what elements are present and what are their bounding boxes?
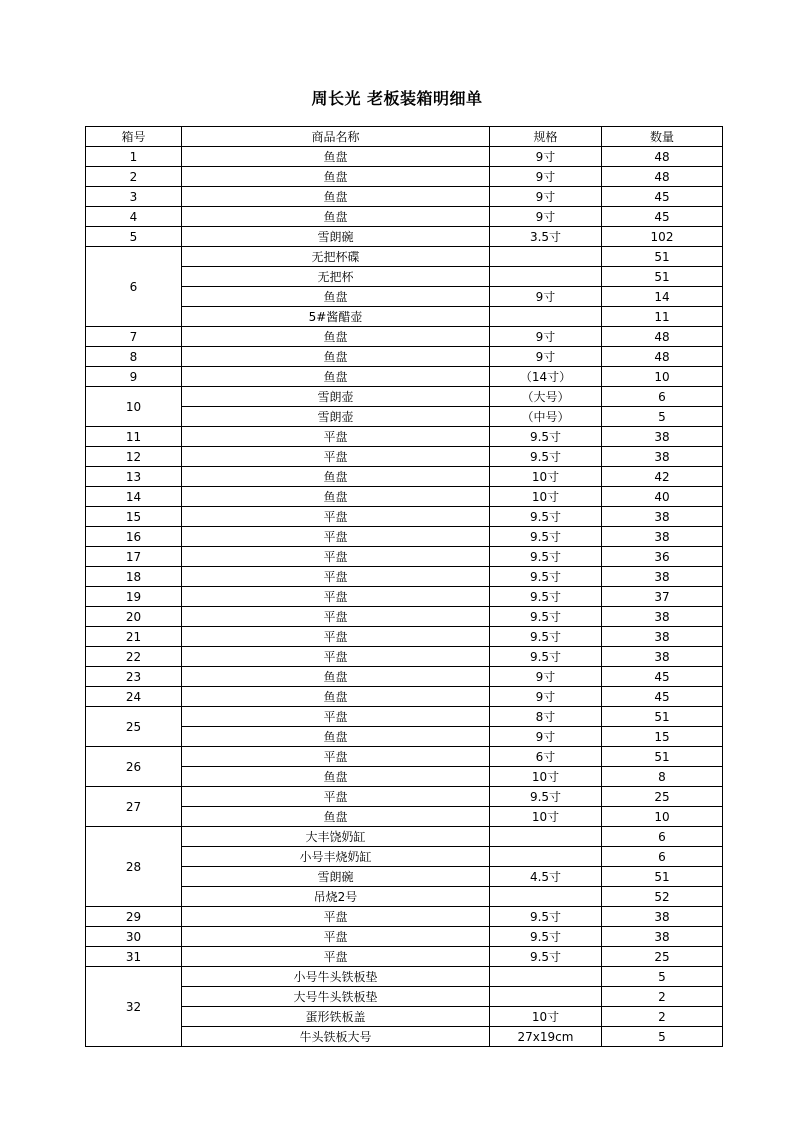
spec-cell: 3.5寸 <box>490 227 602 247</box>
product-name-cell: 平盘 <box>182 447 490 467</box>
product-name-cell: 鱼盘 <box>182 347 490 367</box>
product-name-cell: 鱼盘 <box>182 207 490 227</box>
quantity-cell: 51 <box>602 747 723 767</box>
product-name-cell: 无把杯 <box>182 267 490 287</box>
table-row <box>86 887 723 907</box>
product-name-cell: 鱼盘 <box>182 727 490 747</box>
table-row <box>86 267 723 287</box>
spec-cell: 9.5寸 <box>490 627 602 647</box>
box-number-cell: 29 <box>86 907 182 927</box>
table-header-row <box>86 127 723 147</box>
spec-cell <box>490 967 602 987</box>
table-row <box>86 427 723 447</box>
box-number-cell: 5 <box>86 227 182 247</box>
spec-cell: 9.5寸 <box>490 907 602 927</box>
spec-cell: 9.5寸 <box>490 567 602 587</box>
quantity-cell: 51 <box>602 707 723 727</box>
table-row <box>86 207 723 227</box>
document-title: 周长光 老板装箱明细单 <box>311 89 483 108</box>
spec-cell: 9寸 <box>490 347 602 367</box>
quantity-cell: 40 <box>602 487 723 507</box>
quantity-cell: 45 <box>602 187 723 207</box>
product-name-cell: 鱼盘 <box>182 487 490 507</box>
spec-cell: 9.5寸 <box>490 547 602 567</box>
quantity-cell: 10 <box>602 367 723 387</box>
spec-cell: 9寸 <box>490 687 602 707</box>
quantity-cell: 10 <box>602 807 723 827</box>
product-name-cell: 鱼盘 <box>182 287 490 307</box>
spec-cell: 9.5寸 <box>490 447 602 467</box>
table-row <box>86 707 723 727</box>
table-row <box>86 867 723 887</box>
spec-cell: 9寸 <box>490 207 602 227</box>
table-row <box>86 547 723 567</box>
box-number-cell: 6 <box>86 247 182 327</box>
table-row <box>86 987 723 1007</box>
box-number-cell: 16 <box>86 527 182 547</box>
table-row <box>86 607 723 627</box>
table-row <box>86 827 723 847</box>
table-row <box>86 387 723 407</box>
quantity-cell: 36 <box>602 547 723 567</box>
spec-cell: 10寸 <box>490 467 602 487</box>
header-spec: 规格 <box>490 127 602 147</box>
table-row <box>86 327 723 347</box>
product-name-cell: 平盘 <box>182 947 490 967</box>
product-name-cell: 小号丰烧奶缸 <box>182 847 490 867</box>
box-number-cell: 10 <box>86 387 182 427</box>
quantity-cell: 45 <box>602 207 723 227</box>
product-name-cell: 平盘 <box>182 607 490 627</box>
table-row <box>86 247 723 267</box>
box-number-cell: 24 <box>86 687 182 707</box>
product-name-cell: 鱼盘 <box>182 327 490 347</box>
table-row <box>86 567 723 587</box>
spec-cell: 9.5寸 <box>490 647 602 667</box>
spec-cell: 9寸 <box>490 167 602 187</box>
table-body <box>86 147 723 1047</box>
product-name-cell: 平盘 <box>182 787 490 807</box>
table-row <box>86 647 723 667</box>
spec-cell: 6寸 <box>490 747 602 767</box>
table-row <box>86 527 723 547</box>
quantity-cell: 6 <box>602 387 723 407</box>
table-row <box>86 667 723 687</box>
quantity-cell: 38 <box>602 627 723 647</box>
table-row <box>86 687 723 707</box>
quantity-cell: 48 <box>602 167 723 187</box>
box-number-cell: 14 <box>86 487 182 507</box>
box-number-cell: 12 <box>86 447 182 467</box>
product-name-cell: 小号牛头铁板垫 <box>182 967 490 987</box>
quantity-cell: 38 <box>602 507 723 527</box>
product-name-cell: 平盘 <box>182 927 490 947</box>
table-row <box>86 347 723 367</box>
spec-cell: 9.5寸 <box>490 587 602 607</box>
quantity-cell: 15 <box>602 727 723 747</box>
quantity-cell: 6 <box>602 827 723 847</box>
header-quantity: 数量 <box>602 127 723 147</box>
quantity-cell: 38 <box>602 927 723 947</box>
quantity-cell: 2 <box>602 987 723 1007</box>
quantity-cell: 45 <box>602 667 723 687</box>
spec-cell: 9寸 <box>490 147 602 167</box>
box-number-cell: 20 <box>86 607 182 627</box>
table-row <box>86 847 723 867</box>
table-row <box>86 487 723 507</box>
box-number-cell: 21 <box>86 627 182 647</box>
product-name-cell: 大丰饶奶缸 <box>182 827 490 847</box>
table-row <box>86 467 723 487</box>
quantity-cell: 51 <box>602 867 723 887</box>
product-name-cell: 平盘 <box>182 427 490 447</box>
table-row <box>86 767 723 787</box>
product-name-cell: 鱼盘 <box>182 767 490 787</box>
header-product-name: 商品名称 <box>182 127 490 147</box>
spec-cell: 9.5寸 <box>490 527 602 547</box>
box-number-cell: 4 <box>86 207 182 227</box>
product-name-cell: 雪朗壶 <box>182 387 490 407</box>
spec-cell: （14寸） <box>490 367 602 387</box>
product-name-cell: 大号牛头铁板垫 <box>182 987 490 1007</box>
quantity-cell: 45 <box>602 687 723 707</box>
quantity-cell: 102 <box>602 227 723 247</box>
quantity-cell: 48 <box>602 327 723 347</box>
quantity-cell: 48 <box>602 147 723 167</box>
quantity-cell: 38 <box>602 567 723 587</box>
quantity-cell: 5 <box>602 407 723 427</box>
product-name-cell: 牛头铁板大号 <box>182 1027 490 1047</box>
product-name-cell: 鱼盘 <box>182 467 490 487</box>
box-number-cell: 30 <box>86 927 182 947</box>
table-row <box>86 307 723 327</box>
spec-cell <box>490 847 602 867</box>
product-name-cell: 鱼盘 <box>182 167 490 187</box>
box-number-cell: 7 <box>86 327 182 347</box>
quantity-cell: 14 <box>602 287 723 307</box>
product-name-cell: 平盘 <box>182 567 490 587</box>
product-name-cell: 鱼盘 <box>182 187 490 207</box>
spec-cell <box>490 307 602 327</box>
spec-cell: 8寸 <box>490 707 602 727</box>
table-row <box>86 927 723 947</box>
spec-cell: 9寸 <box>490 727 602 747</box>
spec-cell <box>490 827 602 847</box>
table-row <box>86 967 723 987</box>
spec-cell: 10寸 <box>490 487 602 507</box>
spec-cell: 10寸 <box>490 1007 602 1027</box>
spec-cell: （中号） <box>490 407 602 427</box>
table-row <box>86 227 723 247</box>
table-row <box>86 407 723 427</box>
spec-cell: 27x19cm <box>490 1027 602 1047</box>
table-row <box>86 1027 723 1047</box>
box-number-cell: 1 <box>86 147 182 167</box>
box-number-cell: 25 <box>86 707 182 747</box>
quantity-cell: 8 <box>602 767 723 787</box>
box-number-cell: 17 <box>86 547 182 567</box>
product-name-cell: 雪朗碗 <box>182 867 490 887</box>
table-row <box>86 787 723 807</box>
quantity-cell: 51 <box>602 247 723 267</box>
quantity-cell: 2 <box>602 1007 723 1027</box>
quantity-cell: 5 <box>602 967 723 987</box>
table-row <box>86 287 723 307</box>
spec-cell <box>490 247 602 267</box>
product-name-cell: 平盘 <box>182 527 490 547</box>
box-number-cell: 19 <box>86 587 182 607</box>
quantity-cell: 52 <box>602 887 723 907</box>
spec-cell: 9寸 <box>490 187 602 207</box>
spec-cell: 4.5寸 <box>490 867 602 887</box>
quantity-cell: 38 <box>602 527 723 547</box>
quantity-cell: 25 <box>602 947 723 967</box>
product-name-cell: 平盘 <box>182 507 490 527</box>
box-number-cell: 26 <box>86 747 182 787</box>
packing-list-table <box>85 126 723 1047</box>
table-row <box>86 147 723 167</box>
product-name-cell: 平盘 <box>182 907 490 927</box>
product-name-cell: 吊烧2号 <box>182 887 490 907</box>
spec-cell: 9寸 <box>490 667 602 687</box>
table-row <box>86 1007 723 1027</box>
table-row <box>86 167 723 187</box>
product-name-cell: 鱼盘 <box>182 147 490 167</box>
product-name-cell: 平盘 <box>182 587 490 607</box>
table-row <box>86 447 723 467</box>
spec-cell: 9.5寸 <box>490 607 602 627</box>
box-number-cell: 23 <box>86 667 182 687</box>
box-number-cell: 15 <box>86 507 182 527</box>
quantity-cell: 38 <box>602 607 723 627</box>
table-row <box>86 947 723 967</box>
table-row <box>86 807 723 827</box>
product-name-cell: 鱼盘 <box>182 807 490 827</box>
spec-cell: 10寸 <box>490 767 602 787</box>
table-row <box>86 507 723 527</box>
box-number-cell: 3 <box>86 187 182 207</box>
box-number-cell: 9 <box>86 367 182 387</box>
quantity-cell: 38 <box>602 907 723 927</box>
box-number-cell: 11 <box>86 427 182 447</box>
product-name-cell: 雪朗碗 <box>182 227 490 247</box>
box-number-cell: 18 <box>86 567 182 587</box>
quantity-cell: 51 <box>602 267 723 287</box>
spec-cell <box>490 887 602 907</box>
spec-cell: 9.5寸 <box>490 507 602 527</box>
table-row <box>86 587 723 607</box>
spec-cell: （大号） <box>490 387 602 407</box>
table-row <box>86 367 723 387</box>
table-row <box>86 747 723 767</box>
quantity-cell: 11 <box>602 307 723 327</box>
product-name-cell: 蛋形铁板盖 <box>182 1007 490 1027</box>
quantity-cell: 38 <box>602 427 723 447</box>
product-name-cell: 平盘 <box>182 647 490 667</box>
product-name-cell: 平盘 <box>182 547 490 567</box>
box-number-cell: 8 <box>86 347 182 367</box>
product-name-cell: 平盘 <box>182 707 490 727</box>
spec-cell: 9.5寸 <box>490 787 602 807</box>
table-row <box>86 727 723 747</box>
product-name-cell: 鱼盘 <box>182 367 490 387</box>
quantity-cell: 37 <box>602 587 723 607</box>
box-number-cell: 27 <box>86 787 182 827</box>
product-name-cell: 鱼盘 <box>182 667 490 687</box>
product-name-cell: 无把杯碟 <box>182 247 490 267</box>
box-number-cell: 31 <box>86 947 182 967</box>
box-number-cell: 22 <box>86 647 182 667</box>
table-row <box>86 187 723 207</box>
table-row <box>86 627 723 647</box>
product-name-cell: 5#酱醋壶 <box>182 307 490 327</box>
quantity-cell: 48 <box>602 347 723 367</box>
spec-cell: 9寸 <box>490 287 602 307</box>
quantity-cell: 38 <box>602 447 723 467</box>
quantity-cell: 25 <box>602 787 723 807</box>
quantity-cell: 38 <box>602 647 723 667</box>
spec-cell <box>490 987 602 1007</box>
spec-cell: 9寸 <box>490 327 602 347</box>
product-name-cell: 鱼盘 <box>182 687 490 707</box>
product-name-cell: 平盘 <box>182 747 490 767</box>
box-number-cell: 32 <box>86 967 182 1047</box>
spec-cell: 9.5寸 <box>490 427 602 447</box>
quantity-cell: 6 <box>602 847 723 867</box>
product-name-cell: 平盘 <box>182 627 490 647</box>
spec-cell: 10寸 <box>490 807 602 827</box>
box-number-cell: 13 <box>86 467 182 487</box>
quantity-cell: 42 <box>602 467 723 487</box>
box-number-cell: 28 <box>86 827 182 907</box>
table-row <box>86 907 723 927</box>
box-number-cell: 2 <box>86 167 182 187</box>
spec-cell: 9.5寸 <box>490 927 602 947</box>
quantity-cell: 5 <box>602 1027 723 1047</box>
spec-cell <box>490 267 602 287</box>
product-name-cell: 雪朗壶 <box>182 407 490 427</box>
header-box-number: 箱号 <box>86 127 182 147</box>
spec-cell: 9.5寸 <box>490 947 602 967</box>
